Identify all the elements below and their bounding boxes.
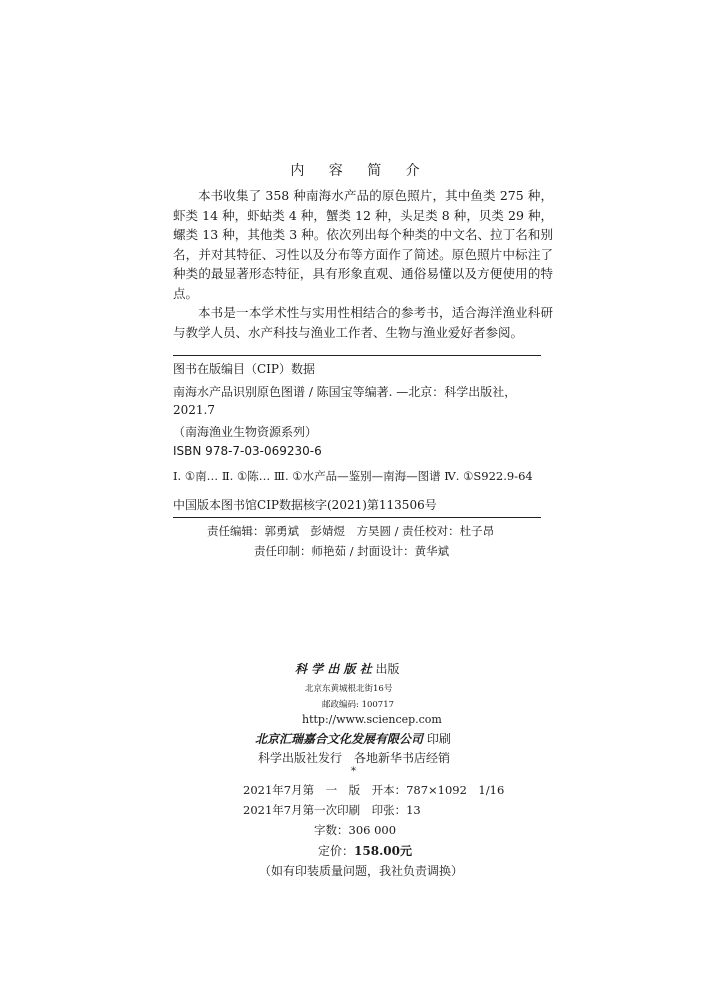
cip-block <box>173 360 543 520</box>
summary-title: 内 容 简 介 <box>290 163 430 179</box>
printing-line: 2021年7月第一次印刷 印张：13 <box>243 803 421 817</box>
cip-header: 图书在版编目（CIP）数据 <box>173 362 315 376</box>
credits-block <box>170 523 550 563</box>
word-count: 字数：306 000 <box>314 823 397 837</box>
summary-paragraph-1: 本书收集了 358 种南海水产品的原色照片，其中鱼类 275 种，虾类 14 种，虾蛄类 4 种，蟹类 12 种，头足类 8 种，贝类 29 种，螺类 13 种，其他类 3 种。依次列出每个种类的中文名、拉丁名和别名，并对其特征、习性以及分布等方面作了简述。原色照片中标注了种类的最显著形态特征，具有形象直观、通俗易懂以及方便使用的特点。 <box>173 188 553 301</box>
credits-editors: 责任编辑：郭勇斌 彭婧煜 方昊圆 / 责任校对：杜子昂 <box>207 524 495 538</box>
distribution: 科学出版社发行 各地新华书店经销 <box>258 751 451 765</box>
price-label: 定价： <box>318 844 355 858</box>
publisher-address: 北京东黄城根北街16号 <box>305 684 393 694</box>
cip-classification: Ⅰ. ①南… Ⅱ. ①陈… Ⅲ. ①水产品—鉴别—南海—图谱 Ⅳ. ①S922.9-64 <box>173 469 533 483</box>
publisher-name: 科 学 出 版 社 <box>295 662 372 676</box>
cip-bottom-rule <box>173 517 541 518</box>
imprint-block <box>0 660 720 880</box>
publisher-suffix: 出版 <box>375 662 400 676</box>
cip-record-number: 中国版本图书馆CIP数据核字(2021)第113506号 <box>173 498 437 512</box>
edition-line: 2021年7月第 一 版 开本：787×1092 1/16 <box>243 783 505 797</box>
summary-body <box>173 186 553 342</box>
printer-name: 北京汇瑞嘉合文化发展有限公司 <box>255 732 424 746</box>
quality-notice: （如有印装质量问题，我社负责调换） <box>259 864 464 878</box>
postcode: 邮政编码: 100717 <box>322 700 395 710</box>
cip-isbn: ISBN 978-7-03-069230-6 <box>173 444 322 458</box>
price-line <box>318 842 412 859</box>
publisher-line <box>295 660 400 677</box>
cip-title-line: 南海水产品识别原色图谱 / 陈国宝等编著. —北京：科学出版社， <box>173 385 517 399</box>
publisher-url: http://www.sciencep.com <box>302 713 442 726</box>
cip-series: （南海渔业生物资源系列） <box>173 425 318 439</box>
summary-paragraph-2: 本书是一本学术性与实用性相结合的参考书，适合海洋渔业科研与教学人员、水产科技与渔业工作者、生物与渔业爱好者参阅。 <box>173 305 553 340</box>
price-value: 158.00元 <box>354 844 412 858</box>
separator-star: * <box>351 766 356 777</box>
printer-suffix: 印刷 <box>426 732 451 746</box>
cip-top-rule <box>173 355 541 356</box>
credits-production: 责任印制：师艳茹 / 封面设计：黄华斌 <box>254 544 450 558</box>
cip-date-line: 2021.7 <box>173 403 215 417</box>
printer-line <box>255 730 451 747</box>
